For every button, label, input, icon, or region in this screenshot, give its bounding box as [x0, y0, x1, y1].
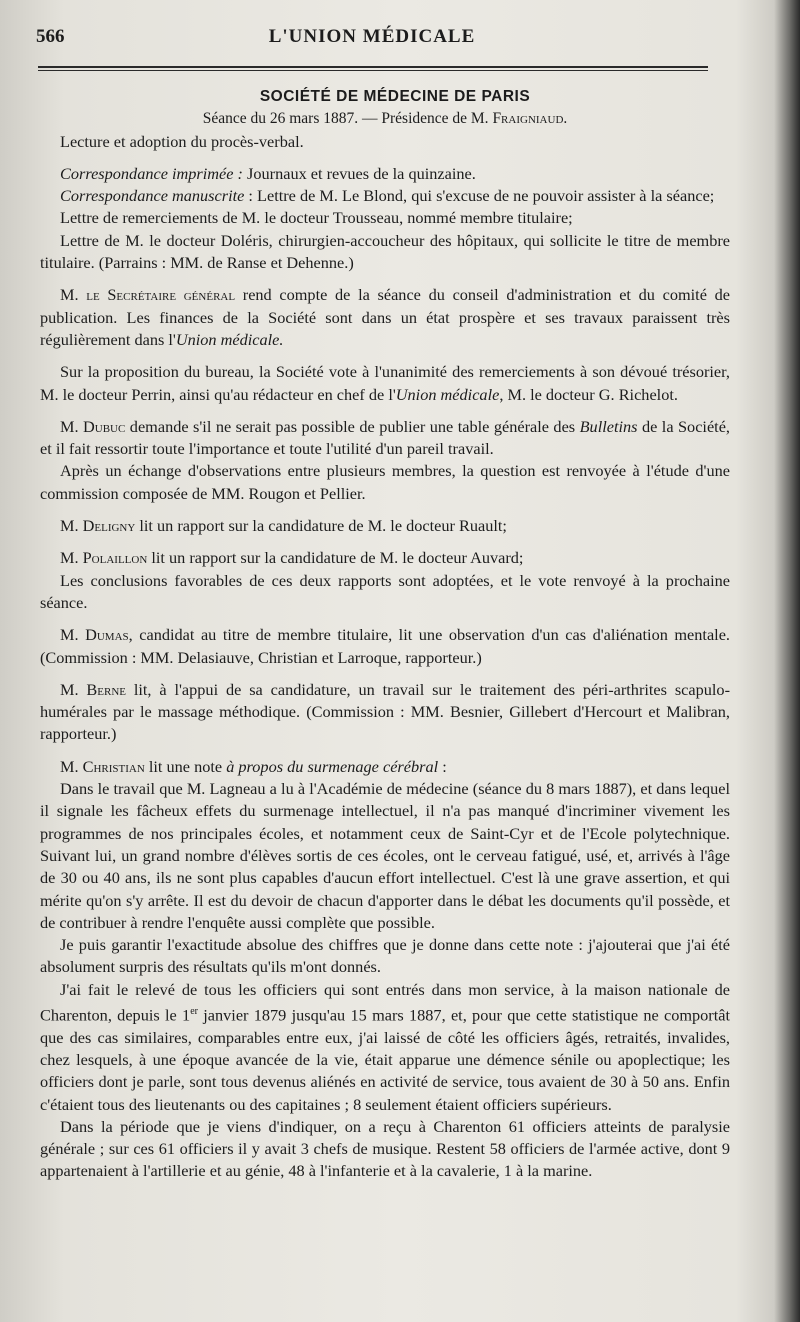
paragraph-remerciements — [40, 361, 730, 406]
paragraph-releve — [40, 979, 730, 1116]
seance-line — [40, 108, 730, 130]
speaker-deligny: M. Deligny — [60, 516, 136, 536]
page-edge-shadow — [774, 0, 800, 1322]
text-deligny: lit un rapport sur la candidature de M. le docteur Ruault; — [135, 516, 507, 536]
paragraph-doleris: Lettre de M. le docteur Doléris, chirurgien-accoucheur des hôpitaux, qui sollicite le titre de membre titulaire. (Parrains : MM. de Ranse et Dehenne.) — [40, 230, 730, 273]
speaker-polaillon: M. Polaillon — [60, 548, 148, 568]
italic-union-medicale: Union médicale. — [175, 329, 284, 349]
paragraph-polaillon — [40, 547, 730, 569]
text-remerciements: Sur la proposition du bureau, la Société vote à l'unanimité des remerciements à son dévoué trésorier, M. le docteur Perrin, ainsi qu'au rédacteur en chef de l' — [40, 362, 730, 404]
page-number: 566 — [36, 26, 65, 47]
president-name: Fraigniaud. — [492, 110, 568, 128]
text-dubuc-end: de la Société, et il fait ressortir toute l'importance et toute l'utilité d'un pareil travail. — [40, 416, 730, 459]
italic-surmenage: à propos du surmenage cérébral — [226, 756, 439, 776]
text-polaillon: lit un rapport sur la candidature de M. le docteur Auvard; — [147, 548, 524, 568]
italic-bulletins: Bulletins — [579, 416, 638, 436]
running-header — [36, 26, 708, 54]
text-dubuc: demande s'il ne serait pas possible de publier une table générale des — [125, 416, 580, 436]
text-berne: lit, à l'appui de sa candidature, un travail sur le traitement des péri-arthrites scapulo-humérales par le massage méthodique. (Commission : MM. Besnier, Gillebert d'Hercourt et Malibran, rapporteur.) — [40, 679, 730, 744]
speaker-christian: M. Christian — [60, 756, 145, 776]
paragraph-secretaire — [40, 284, 730, 351]
article-body — [40, 86, 730, 1183]
label-correspondance-manuscrite: Correspondance manuscrite — [60, 186, 245, 206]
text-correspondance-manuscrite: : Lettre de M. Le Blond, qui s'excuse de ne pouvoir assister à la séance; — [244, 186, 715, 206]
paragraph-proces-verbal: Lecture et adoption du procès-verbal. — [60, 131, 304, 151]
paragraph-commission-rougon: Après un échange d'observations entre plusieurs membres, la question est renvoyée à l'étude d'une commission composée de MM. Rougon et Pellier. — [40, 461, 730, 503]
italic-union-medicale-2: Union médicale — [395, 384, 500, 404]
paragraph-paralysie: Dans la période que je viens d'indiquer, on a reçu à Charenton 61 officiers atteints de paralysie générale ; sur ces 61 officiers il y avait 3 chefs de musique. Restent 58 officiers de l'armée active, dont 9 appartenaient à l'artillerie et au génie, 48 à l'infanterie et à la cavalerie, 1 à la marine. — [40, 1116, 730, 1181]
paragraph-berne — [40, 679, 730, 746]
paragraph-lagneau: Dans le travail que M. Lagneau a lu à l'Académie de médecine (séance du 8 mars 1887), et dans lequel il signale les fâcheux effets du surmenage intellectuel, il n'a pas manqué d'incriminer vivement les programmes de nos principales écoles, et notamment ceux de Saint-Cyr et de l'Ecole polytechnique. Suivant lui, un grand nombre d'élèves sortis de ces écoles, ont le cerveau fatigué, usé, et, arrivés à l'âge de 30 ou 40 ans, ils ne sont plus capables d'aucun effort intellectuel. C'est là une grave assertion, et qui mérite qu'on s'y arrête. Il est du devoir de chacun d'apporter dans le débat les documents qu'il possède, et de contribuer à rendre l'enquête aussi complète que possible. — [40, 779, 730, 932]
label-correspondance-imprimee: Correspondance imprimée : — [60, 163, 243, 183]
speaker-dubuc: M. Dubuc — [60, 416, 126, 436]
superscript-er: er — [190, 1005, 198, 1017]
text-dumas: candidat au titre de membre titulaire, lit une observation d'un cas d'aliénation mentale. (Commission : MM. Delasiauve, Christian et Larroque, rapporteur.) — [40, 625, 730, 667]
paragraph-deligny — [40, 515, 730, 537]
header-rule — [38, 66, 708, 71]
paragraph-conclusions: Les conclusions favorables de ces deux rapports sont adoptées, et le vote renvoyé à la prochaine séance. — [40, 570, 730, 612]
speaker-dumas: M. Dumas, — [60, 625, 133, 645]
society-title: SOCIÉTÉ DE MÉDECINE DE PARIS — [259, 88, 531, 105]
paragraph-correspondance-manuscrite — [40, 185, 730, 207]
paragraph-dumas — [40, 624, 730, 669]
text-christian: lit une note — [144, 756, 227, 776]
paragraph-exactitude: Je puis garantir l'exactitude absolue des chiffres que je donne dans cette note : j'ajouterai que j'ai été absolument surpris des résultats qu'ils m'ont donnés. — [40, 935, 730, 977]
paragraph-trousseau: Lettre de remerciements de M. le docteur Trousseau, nommé membre titulaire; — [60, 208, 573, 228]
paragraph-dubuc — [40, 416, 730, 461]
text-releve-a: J'ai fait le relevé de tous les officiers qui sont entrés dans mon service, à la maison nationale de Charenton, depuis le 1 — [40, 979, 730, 1025]
text-christian-end: : — [438, 756, 447, 776]
text-correspondance-imprimee: Journaux et revues de la quinzaine. — [242, 163, 476, 183]
text-secretaire: rend compte de la séance du conseil d'administration et du comité de publication. Les finances de la Société sont dans un état prospère et ses travaux paraissent très régulièrement dans l' — [40, 285, 730, 349]
speaker-berne: M. Berne — [60, 679, 126, 699]
seance-text: Séance du 26 mars 1887. — Présidence de M. — [202, 110, 489, 128]
paragraph-christian — [40, 756, 730, 778]
text-releve-b: janvier 1879 jusqu'au 15 mars 1887, et, pour que cette statistique ne comportât que des cas similaires, comparables entre eux, j'ai laissé de côté les officiers âgés, retraités, invalides, chez lesquels, à une époque avancée de la vie, était apparue une démence sénile ou apoplectique; les officiers dont je parle, sont tous devenus aliénés en activité de service, tous avaient de 30 à 50 ans. Enfin c'étaient tous des lieutenants ou des capitaines ; 8 seulement étaient officiers supérieurs. — [40, 1005, 731, 1114]
speaker-secretaire: M. le Secrétaire général — [60, 285, 236, 305]
paragraph-correspondance-imprimee — [40, 163, 730, 185]
text-richelot: , M. le docteur G. Richelot. — [499, 384, 678, 404]
journal-title: L'UNION MÉDICALE — [268, 26, 476, 47]
